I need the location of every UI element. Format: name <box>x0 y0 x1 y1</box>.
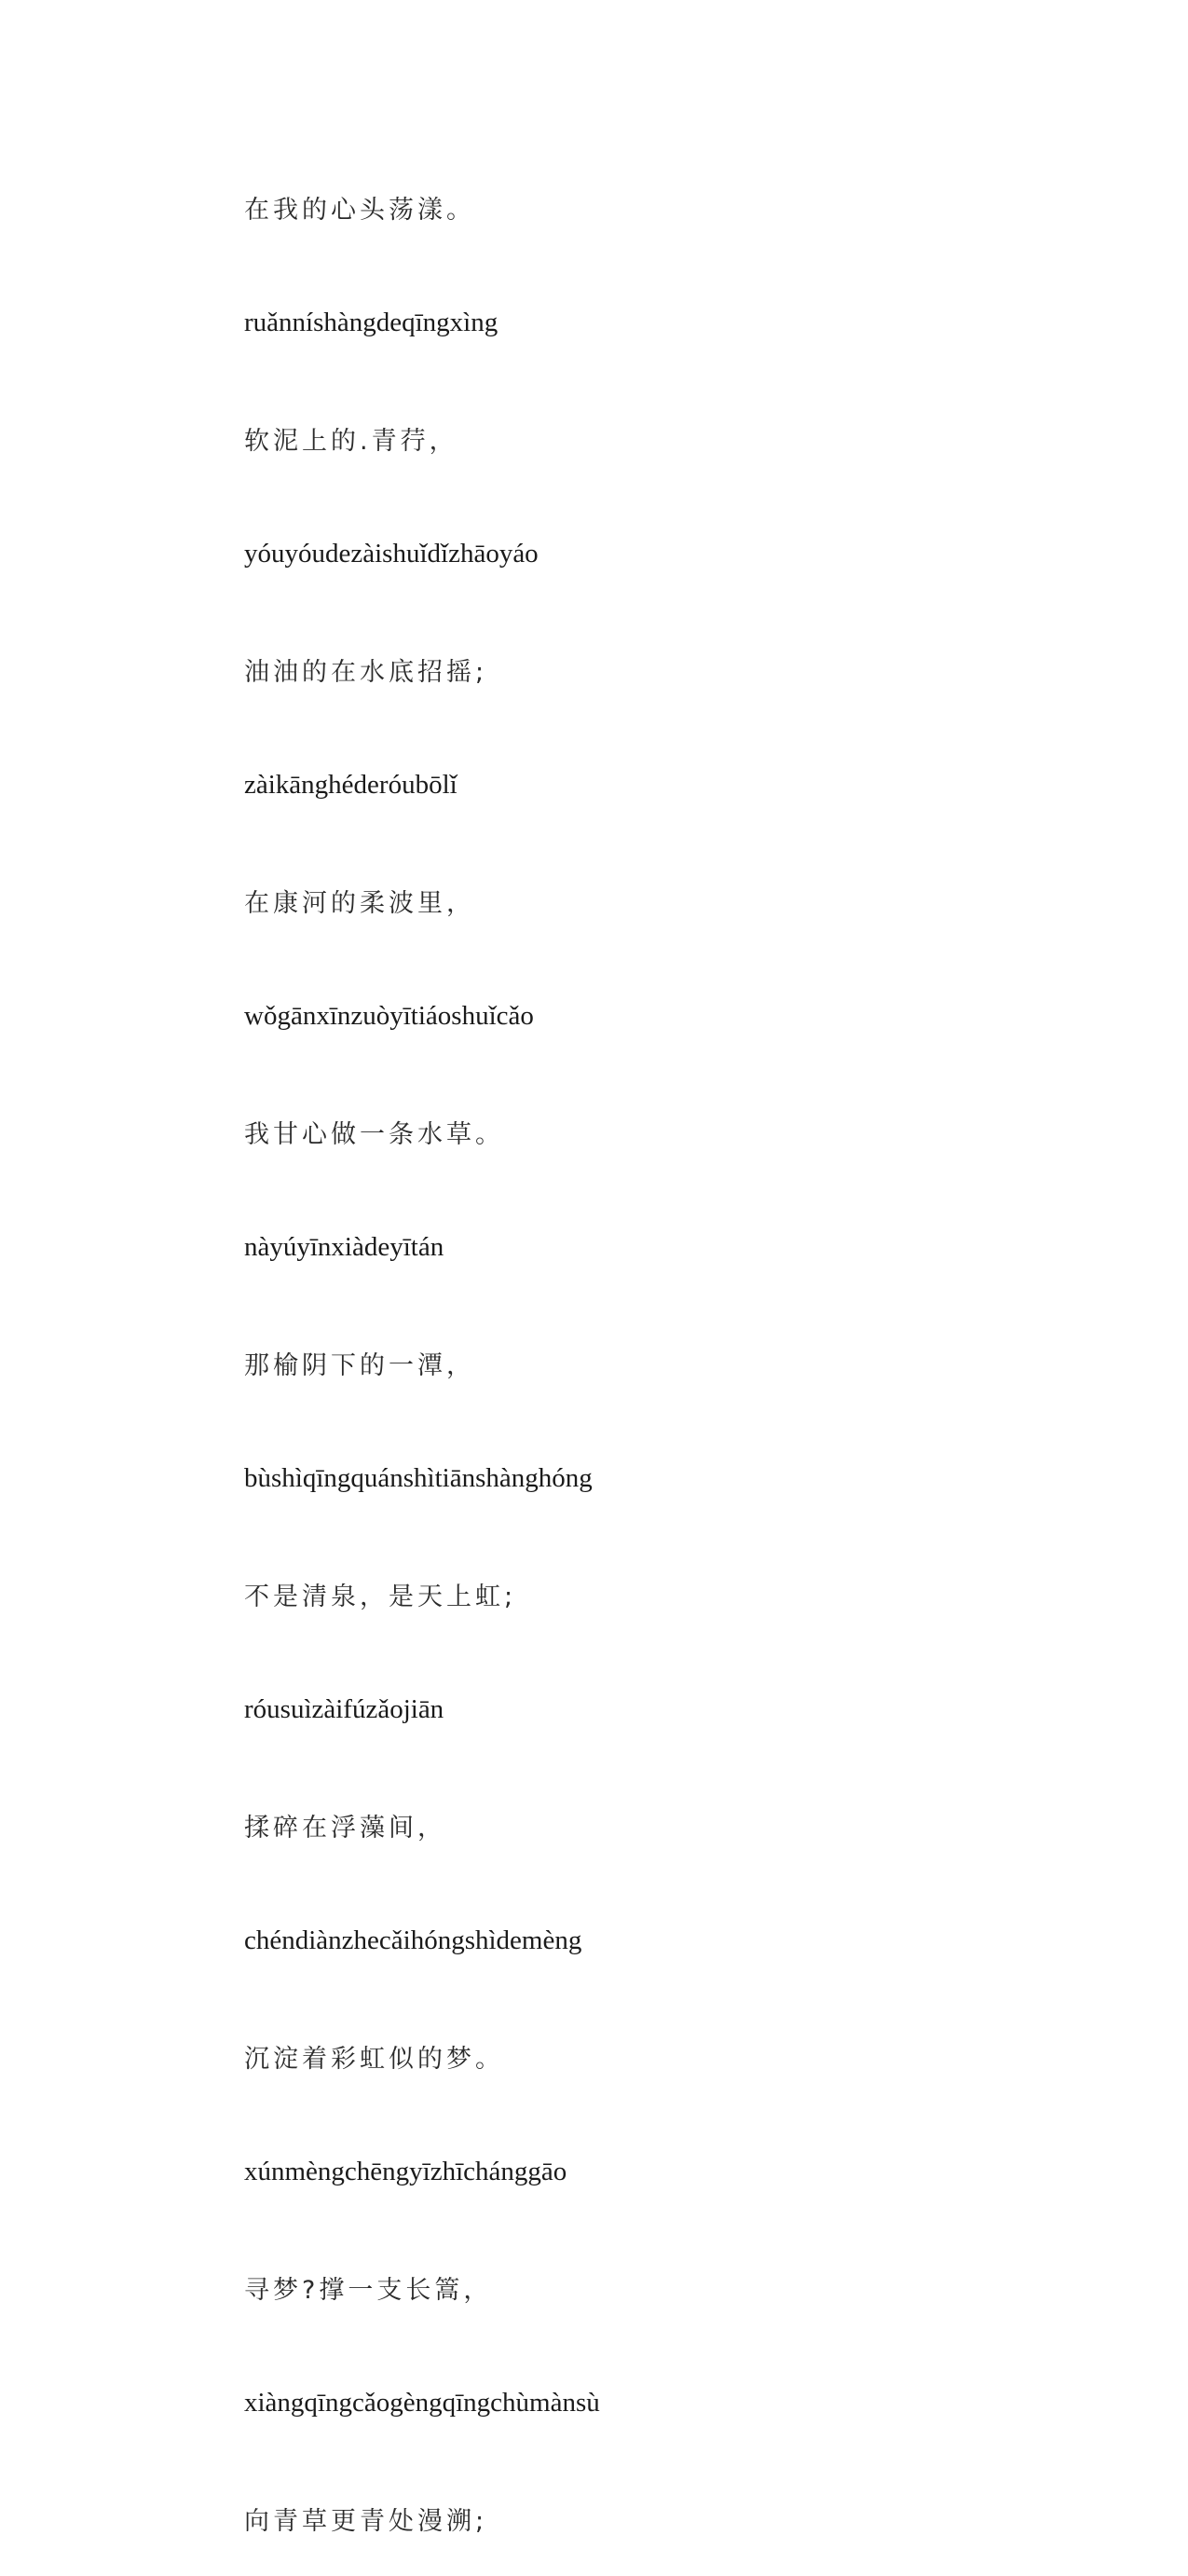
pinyin-line: zàikānghéderóubōlǐ <box>244 769 457 800</box>
chinese-line: 不是清泉，是天上虹; <box>244 1582 517 1611</box>
pinyin-line: ruǎnníshàngdeqīngxìng <box>244 307 498 337</box>
chinese-line: 寻梦?撑一支长篙， <box>244 2275 493 2305</box>
pinyin-line: xúnmèngchēngyīzhīchánggāo <box>244 2156 567 2186</box>
pinyin-line: chéndiànzhecǎihóngshìdemèng <box>244 1925 582 1955</box>
poem-text-block <box>244 149 1083 2576</box>
pinyin-line: wǒgānxīnzuòyītiáoshuǐcǎo <box>244 1000 534 1031</box>
chinese-line: 软泥上的.青荇， <box>244 426 458 456</box>
pinyin-line: róusuìzàifúzǎojiān <box>244 1693 444 1724</box>
pinyin-line: yóuyóudezàishuǐdǐzhāoyáo <box>244 538 539 569</box>
pinyin-line: nàyúyīnxiàdeyītán <box>244 1231 444 1262</box>
chinese-line: 那榆阴下的一潭， <box>244 1350 475 1380</box>
chinese-line: 向青草更青处漫溯; <box>244 2506 488 2536</box>
chinese-line: 在康河的柔波里， <box>244 888 475 918</box>
chinese-line: 沉淀着彩虹似的梦。 <box>244 2044 504 2074</box>
pinyin-line: bùshìqīngquánshìtiānshànghóng <box>244 1462 593 1493</box>
pinyin-line: xiàngqīngcǎogèngqīngchùmànsù <box>244 2387 600 2418</box>
chinese-line: 我甘心做一条水草。 <box>244 1119 504 1149</box>
chinese-line: 油油的在水底招摇; <box>244 657 488 687</box>
chinese-line: 在我的心头荡漾。 <box>244 195 475 225</box>
chinese-line: 揉碎在浮藻间， <box>244 1813 446 1843</box>
